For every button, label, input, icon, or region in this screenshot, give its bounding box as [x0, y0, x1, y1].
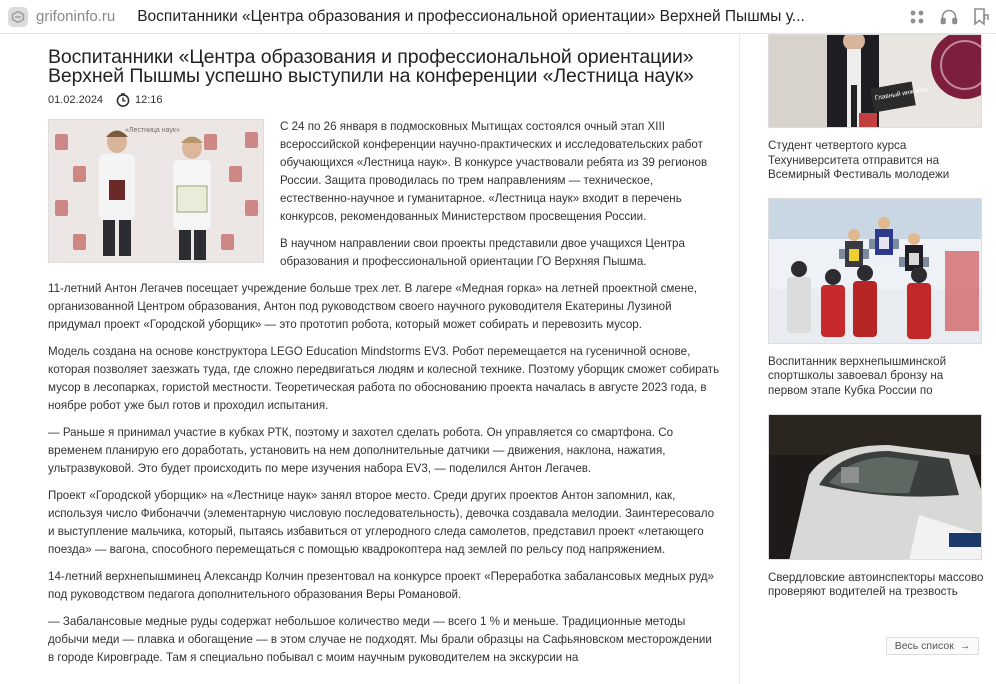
- article-photo[interactable]: [48, 119, 264, 263]
- article-title: Воспитанники «Центра образования и профессиональной ориентации» Верхней Пышмы успешно выступили на конференции «Лестница наук»: [48, 46, 694, 87]
- sidebar-news-title[interactable]: Свердловские автоинспекторы массово проверяют водителей на трезвость: [768, 570, 984, 599]
- sidebar-news-card[interactable]: [768, 414, 984, 600]
- site-name[interactable]: grifoninfo.ru: [36, 8, 116, 25]
- article-paragraph: Проект «Городской уборщик» на «Лестнице наук» занял второе место. Среди других проектов Антон запомнил, как, используя число Фибоначчи (элементарную числовую последовательность), девочка создавала мелодии. Заинтересовало и выступление мальчика, который, пытаясь избавиться от углеродного следа самолетов, представил проект «летающего поезда» — вагона, способного перемещаться с помощью квадрокоптера над землей по рельсу под напряжением.: [48, 489, 715, 556]
- article-paragraph: Модель создана на основе конструктора LEGO Education Mindstorms EV3. Робот перемещается на гусеничной основе, которая позволяет заезжать туда, где сложно передвигаться людям и колесной технике. Поэтому уборщик сможет собирать мусор в лесопарках, гористой местности. Теоретическая работа по обоснованию проекта началась в августе 2023 года, в ноябре робот уже был готов и проходил испытания.: [48, 345, 720, 412]
- article-paragraph: 14-летний верхнепышминец Александр Колчин презентовал на конкурсе проект «Переработка забалансовых медных руд» под руководством педагога дополнительного образования Веры Романовой.: [48, 570, 714, 601]
- headphones-icon[interactable]: [934, 2, 964, 32]
- article: [48, 48, 720, 676]
- article-body: [48, 118, 720, 667]
- all-list-label: Весь список: [894, 640, 954, 652]
- apps-icon[interactable]: [902, 2, 932, 32]
- sidebar-news-image[interactable]: [768, 414, 982, 560]
- site-logo[interactable]: [8, 7, 115, 27]
- svg-text:1: 1: [982, 13, 987, 21]
- sidebar-news-image[interactable]: [768, 34, 982, 128]
- sidebar-news-card[interactable]: [768, 198, 984, 399]
- page-title-bar: Воспитанники «Центра образования и профессиональной ориентации» Верхней Пышмы у...: [137, 7, 805, 25]
- article-date: 01.02.2024: [48, 94, 104, 106]
- column-divider: [739, 34, 740, 684]
- top-toolbar: [900, 0, 996, 34]
- arrow-right-icon: →: [959, 640, 971, 652]
- sidebar-news-image[interactable]: [768, 198, 982, 344]
- all-list-button[interactable]: [886, 637, 979, 655]
- site-favicon-icon: [8, 7, 28, 27]
- sidebar-news-title[interactable]: Студент четвертого курса Техуниверситета отправится на Всемирный Фестиваль молодежи: [768, 139, 950, 182]
- article-paragraph: — Раньше я принимал участие в кубках РТК, поэтому и захотел сделать робота. Он управляется со смартфона. Со временем планирую его доработать, установить на нем дополнительные датчики — движения, наклона, нажатия, ультразвуковой. Это будет происходить по мере изучения набора EV3, — поделился Антон Легачев.: [48, 426, 674, 475]
- lead-paragraph-2: В научном направлении свои проекты представили двое учащихся Центра образования и профессиональной ориентации ГО Верхняя Пышма.: [280, 237, 685, 268]
- clock-icon: [116, 93, 130, 107]
- card-sign-text: Главный инженер: [874, 85, 929, 103]
- article-paragraph: — Забалансовые медные руды содержат небольшое количество меди — всего 1 % и меньше. Традиционные методы добычи меди — плавка и обогащение — в этом случае не подходят. Мы брали образцы на Сафьяновском месторождении в городе Кировграде. Там я специально побывал с моим научным руководителем на экскурсии на: [48, 615, 712, 664]
- article-meta: [48, 92, 720, 108]
- top-bar: [0, 0, 996, 34]
- sidebar-news-card[interactable]: [768, 34, 984, 183]
- sidebar-news-title[interactable]: Воспитанник верхнепышминской спортшколы завоевал бронзу на первом этапе Кубка России по: [768, 354, 947, 397]
- photo-banner-text: «Лестница наук»: [125, 127, 180, 134]
- lead-paragraph-1: С 24 по 26 января в подмосковных Мытищах состоялся очный этап XIII всероссийской конференции научно-практических и исследовательских работ обучающихся «Лестница наук». В конкурсе участвовали ребята из 39 регионов России. Защита проводилась по трем направлениям — техническое, естественно-научное и гуманитарное. «Лестница наук» входит в перечень конкурсов, рекомендованных Министерством просвещения России.: [280, 120, 708, 223]
- article-paragraph: 11-летний Антон Легачев посещает учреждение больше трех лет. В лагере «Медная горка» на летней проектной смене, организованной Центром образования, Антон под руководством своего научного руководителя Екатерины Лузиной придумал проект «Городской уборщик» — это прототип робота, который может собирать и перевозить мусор.: [48, 282, 697, 331]
- sidebar-news: [768, 34, 984, 600]
- bookmark-icon[interactable]: [966, 2, 996, 32]
- article-time: 12:16: [135, 94, 163, 106]
